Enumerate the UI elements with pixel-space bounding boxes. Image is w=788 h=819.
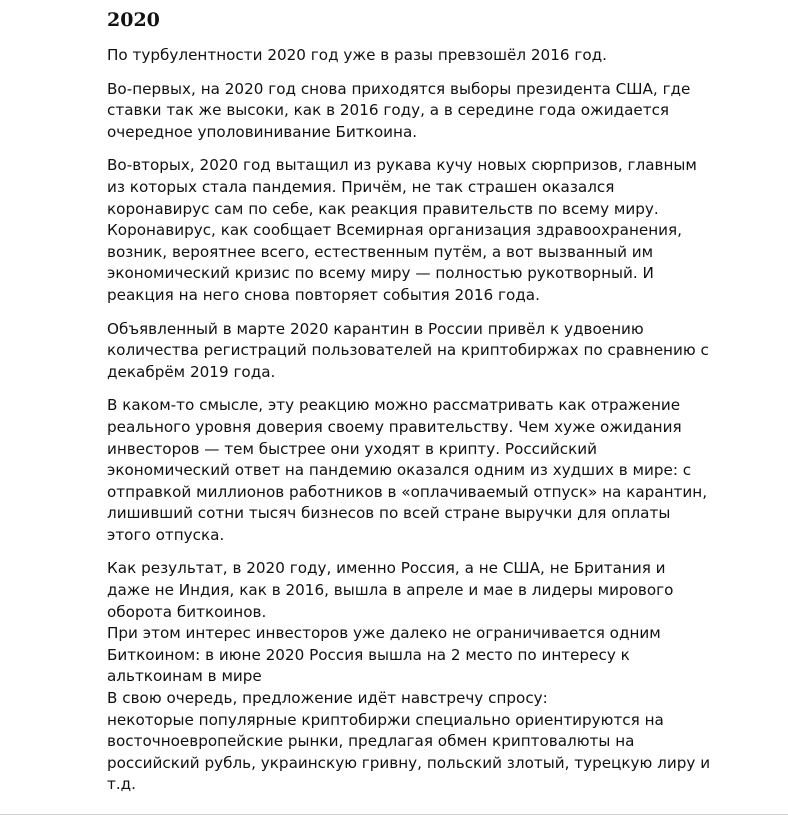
text-line: отправкой миллионов работников в «оплачиваемый отпуск» на карантин,	[107, 482, 708, 501]
text-line: восточноевропейские рынки, предлагая обмен криптовалюты на	[107, 732, 635, 751]
text-line: оборота биткоинов.	[107, 602, 267, 621]
paragraph	[107, 79, 757, 144]
text-line: из которых стала пандемия. Причём, не так страшен оказался	[107, 177, 615, 196]
document-page	[107, 8, 757, 796]
text-line: По турбулентности 2020 год уже в разы превзошёл 2016 год.	[107, 46, 607, 64]
paragraph	[107, 45, 757, 67]
bottom-divider	[0, 814, 788, 815]
text-line: некоторые популярные криптобиржи специально ориентируются на	[107, 710, 664, 729]
text-line: Объявленный в марте 2020 карантин в России привёл к удвоению	[107, 319, 644, 338]
text-line: этого отпуска.	[107, 525, 225, 544]
text-line: экономический кризис по всему миру — полностью рукотворный. И	[107, 264, 654, 283]
text-line: Биткоином: в июне 2020 Россия вышла на 2 место по интересу к	[107, 645, 630, 664]
text-line: возник, вероятнее всего, естественным путём, а вот вызванный им	[107, 242, 654, 261]
text-line: коронавирус сам по себе, как реакция правительств по всему миру.	[107, 199, 659, 218]
text-line: реакция на него снова повторяет события 2016 года.	[107, 285, 540, 304]
text-line: Коронавирус, как сообщает Всемирная организация здравоохранения,	[107, 221, 682, 240]
text-line: Как результат, в 2020 году, именно Россия, а не США, не Британия и	[107, 559, 666, 578]
document-title: 2020	[107, 9, 160, 31]
text-line: т.д.	[107, 775, 137, 794]
paragraph	[107, 155, 757, 306]
text-line: При этом интерес инвесторов уже далеко не ограничивается одним	[107, 624, 661, 643]
text-line: российский рубль, украинскую гривну, польский злотый, турецкую лиру и	[107, 753, 711, 772]
paragraph	[107, 319, 757, 384]
text-line: декабрём 2019 года.	[107, 362, 276, 381]
text-line: очередное уполовинивание Биткоина.	[107, 122, 418, 141]
text-line: Во-первых, на 2020 год снова приходятся выборы президента США, где	[107, 79, 691, 98]
text-line: альткоинам в мире	[107, 667, 262, 686]
text-line: В свою очередь, предложение идёт навстречу спросу:	[107, 689, 548, 708]
document-body	[107, 45, 757, 796]
text-line: количества регистраций пользователей на криптобиржах по сравнению с	[107, 341, 709, 360]
text-line: инвесторов — тем быстрее они уходят в крипту. Российский	[107, 439, 598, 458]
paragraph	[107, 558, 757, 796]
text-line: экономический ответ на пандемию оказался одним из худших в мире: с	[107, 461, 692, 480]
text-line: ставки так же высоки, как в 2016 году, а в середине года ожидается	[107, 101, 670, 120]
text-line: даже не Индия, как в 2016, вышла в апреле и мае в лидеры мирового	[107, 581, 674, 600]
text-line: Во-вторых, 2020 год вытащил из рукава кучу новых сюрпризов, главным	[107, 156, 697, 175]
text-line: В каком-то смысле, эту реакцию можно рассматривать как отражение	[107, 396, 681, 415]
text-line: реального уровня доверия своему правительству. Чем хуже ожидания	[107, 417, 682, 436]
paragraph	[107, 395, 757, 546]
text-line: лишивший сотни тысяч бизнесов по всей стране выручки для оплаты	[107, 504, 671, 523]
